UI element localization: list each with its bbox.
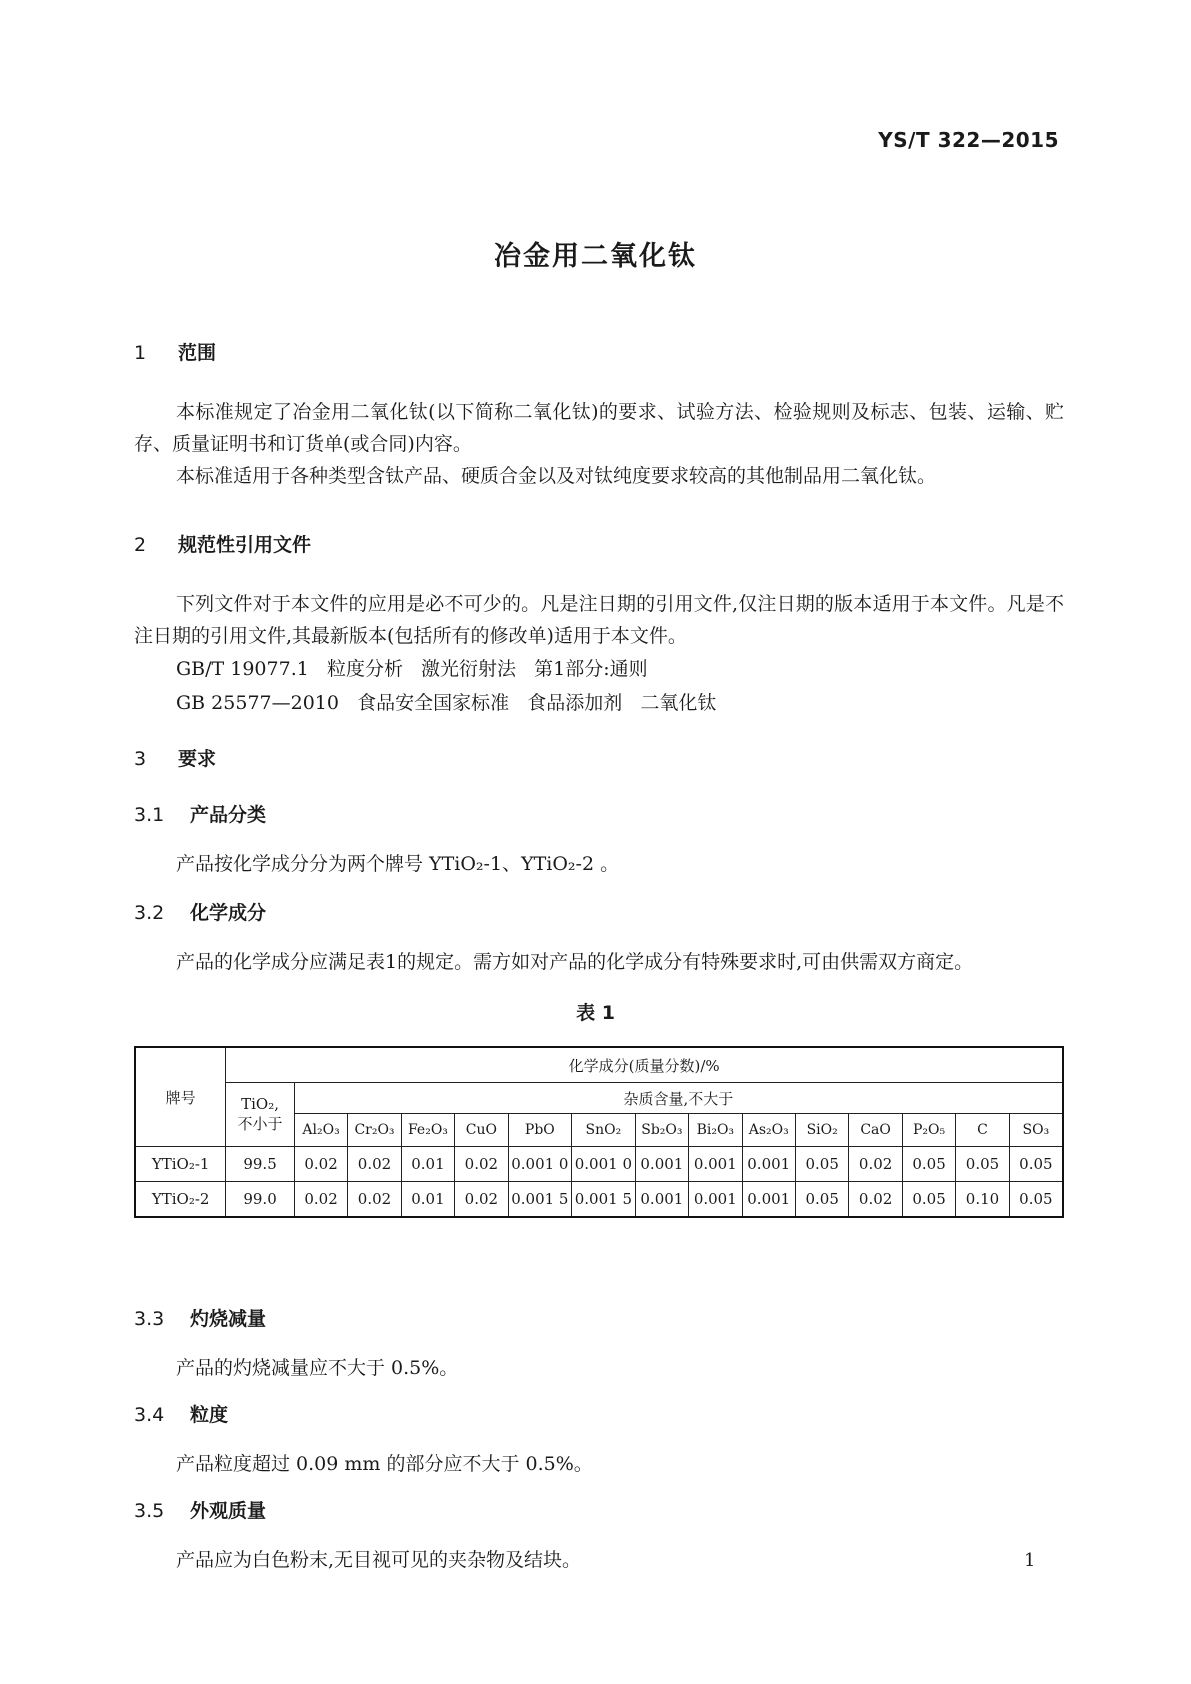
impurity-column-header: SnO₂ [572, 1114, 636, 1147]
impurity-header: 杂质含量,不大于 [294, 1083, 1063, 1114]
impurity-column-header: SiO₂ [795, 1114, 848, 1147]
section-3-2-body [134, 946, 1064, 978]
grade-cell: YTiO₂-2 [135, 1182, 226, 1218]
section-title: 范围 [178, 342, 217, 364]
reference-item: GB/T 19077.1 粒度分析 激光衍射法 第1部分:通则 [176, 658, 648, 680]
tio2-header [226, 1083, 295, 1147]
tio2-cell: 99.0 [226, 1182, 295, 1218]
value-cell: 0.02 [455, 1147, 508, 1182]
value-cell: 0.001 5 [508, 1182, 572, 1218]
grade-cell: YTiO₂-1 [135, 1147, 226, 1182]
value-cell: 0.001 0 [508, 1147, 572, 1182]
section-title: 粒度 [190, 1404, 229, 1426]
section-title: 外观质量 [190, 1500, 267, 1522]
paragraph: 产品应为白色粉末,无目视可见的夹杂物及结块。 [176, 1549, 582, 1571]
value-cell: 0.02 [294, 1147, 347, 1182]
section-number: 3.3 [134, 1308, 165, 1330]
section-title: 灼烧减量 [190, 1308, 267, 1330]
value-cell: 0.001 [742, 1182, 795, 1218]
value-cell: 0.01 [401, 1147, 454, 1182]
tio2-header-line: TiO₂, [241, 1095, 279, 1113]
section-number: 3 [134, 748, 147, 770]
section-number: 3.2 [134, 902, 165, 924]
value-cell: 0.001 [635, 1147, 688, 1182]
section-title: 规范性引用文件 [178, 534, 312, 556]
impurity-column-header: CuO [455, 1114, 508, 1147]
value-cell: 0.05 [902, 1182, 955, 1218]
section-title: 要求 [178, 748, 217, 770]
value-cell: 0.001 0 [572, 1147, 636, 1182]
section-1-heading [134, 338, 216, 365]
value-cell: 0.02 [849, 1182, 902, 1218]
section-3-4-heading [134, 1400, 228, 1427]
reference-item: GB 25577—2010 食品安全国家标准 食品添加剂 二氧化钛 [176, 692, 717, 714]
impurity-column-header: Sb₂O₃ [635, 1114, 688, 1147]
value-cell: 0.05 [1009, 1182, 1063, 1218]
impurity-column-header: PbO [508, 1114, 572, 1147]
impurity-column-header: Al₂O₃ [294, 1114, 347, 1147]
impurity-column-header: SO₃ [1009, 1114, 1063, 1147]
paragraph: 本标准适用于各种类型含钛产品、硬质合金以及对钛纯度要求较高的其他制品用二氧化钛。 [176, 465, 937, 487]
paragraph: 产品粒度超过 0.09 mm 的部分应不大于 0.5%。 [176, 1453, 593, 1475]
paragraph: 产品的灼烧减量应不大于 0.5%。 [176, 1357, 459, 1379]
section-3-1-heading [134, 800, 266, 827]
value-cell: 0.02 [348, 1147, 401, 1182]
section-3-2-heading [134, 898, 266, 925]
impurity-column-header: P₂O₅ [902, 1114, 955, 1147]
paragraph: 产品按化学成分分为两个牌号 YTiO₂-1、YTiO₂-2 。 [176, 853, 620, 875]
document-title: 冶金用二氧化钛 [494, 241, 697, 272]
table-caption: 表 1 [576, 1002, 615, 1024]
standard-number: YS/T 322—2015 [878, 128, 1059, 152]
table-row [135, 1182, 1063, 1218]
section-3-5-heading [134, 1496, 266, 1523]
section-number: 2 [134, 534, 147, 556]
value-cell: 0.02 [455, 1182, 508, 1218]
paragraph: 本标准规定了冶金用二氧化钛(以下简称二氧化钛)的要求、试验方法、检验规则及标志、包装、运输、贮存、质量证明书和订货单(或合同)内容。 [134, 401, 1064, 455]
value-cell: 0.01 [401, 1182, 454, 1218]
impurity-column-header: C [956, 1114, 1009, 1147]
section-3-3-body [134, 1352, 1064, 1384]
value-cell: 0.05 [902, 1147, 955, 1182]
value-cell: 0.05 [795, 1182, 848, 1218]
tio2-cell: 99.5 [226, 1147, 295, 1182]
value-cell: 0.05 [956, 1147, 1009, 1182]
value-cell: 0.05 [1009, 1147, 1063, 1182]
section-title: 化学成分 [190, 902, 267, 924]
section-number: 3.1 [134, 804, 165, 826]
value-cell: 0.02 [348, 1182, 401, 1218]
chemical-composition-table [134, 1046, 1064, 1218]
section-3-3-heading [134, 1304, 266, 1331]
impurity-column-header: CaO [849, 1114, 902, 1147]
section-title: 产品分类 [190, 804, 267, 826]
impurity-column-header: Fe₂O₃ [401, 1114, 454, 1147]
section-3-1-body [134, 848, 1064, 880]
composition-header: 化学成分(质量分数)/% [226, 1047, 1063, 1083]
tio2-header-line: 不小于 [237, 1115, 283, 1133]
section-1-body [134, 396, 1064, 492]
value-cell: 0.001 [689, 1182, 742, 1218]
paragraph: 产品的化学成分应满足表1的规定。需方如对产品的化学成分有特殊要求时,可由供需双方商定。 [176, 951, 974, 973]
impurity-column-header: Cr₂O₃ [348, 1114, 401, 1147]
value-cell: 0.001 5 [572, 1182, 636, 1218]
section-3-heading [134, 744, 216, 771]
value-cell: 0.001 [689, 1147, 742, 1182]
table-row [135, 1147, 1063, 1182]
grade-header: 牌号 [135, 1047, 226, 1147]
value-cell: 0.001 [742, 1147, 795, 1182]
value-cell: 0.02 [849, 1147, 902, 1182]
value-cell: 0.001 [635, 1182, 688, 1218]
value-cell: 0.02 [294, 1182, 347, 1218]
impurity-column-header: Bi₂O₃ [689, 1114, 742, 1147]
section-number: 3.5 [134, 1500, 165, 1522]
section-number: 3.4 [134, 1404, 165, 1426]
section-2-body [134, 588, 1064, 652]
value-cell: 0.05 [795, 1147, 848, 1182]
paragraph: 下列文件对于本文件的应用是必不可少的。凡是注日期的引用文件,仅注日期的版本适用于本文件。凡是不注日期的引用文件,其最新版本(包括所有的修改单)适用于本文件。 [134, 593, 1064, 647]
section-2-heading [134, 530, 311, 557]
section-3-5-body [134, 1544, 984, 1576]
value-cell: 0.10 [956, 1182, 1009, 1218]
page-number: 1 [1024, 1550, 1036, 1571]
section-number: 1 [134, 342, 147, 364]
section-3-4-body [134, 1448, 1064, 1480]
impurity-column-header: As₂O₃ [742, 1114, 795, 1147]
